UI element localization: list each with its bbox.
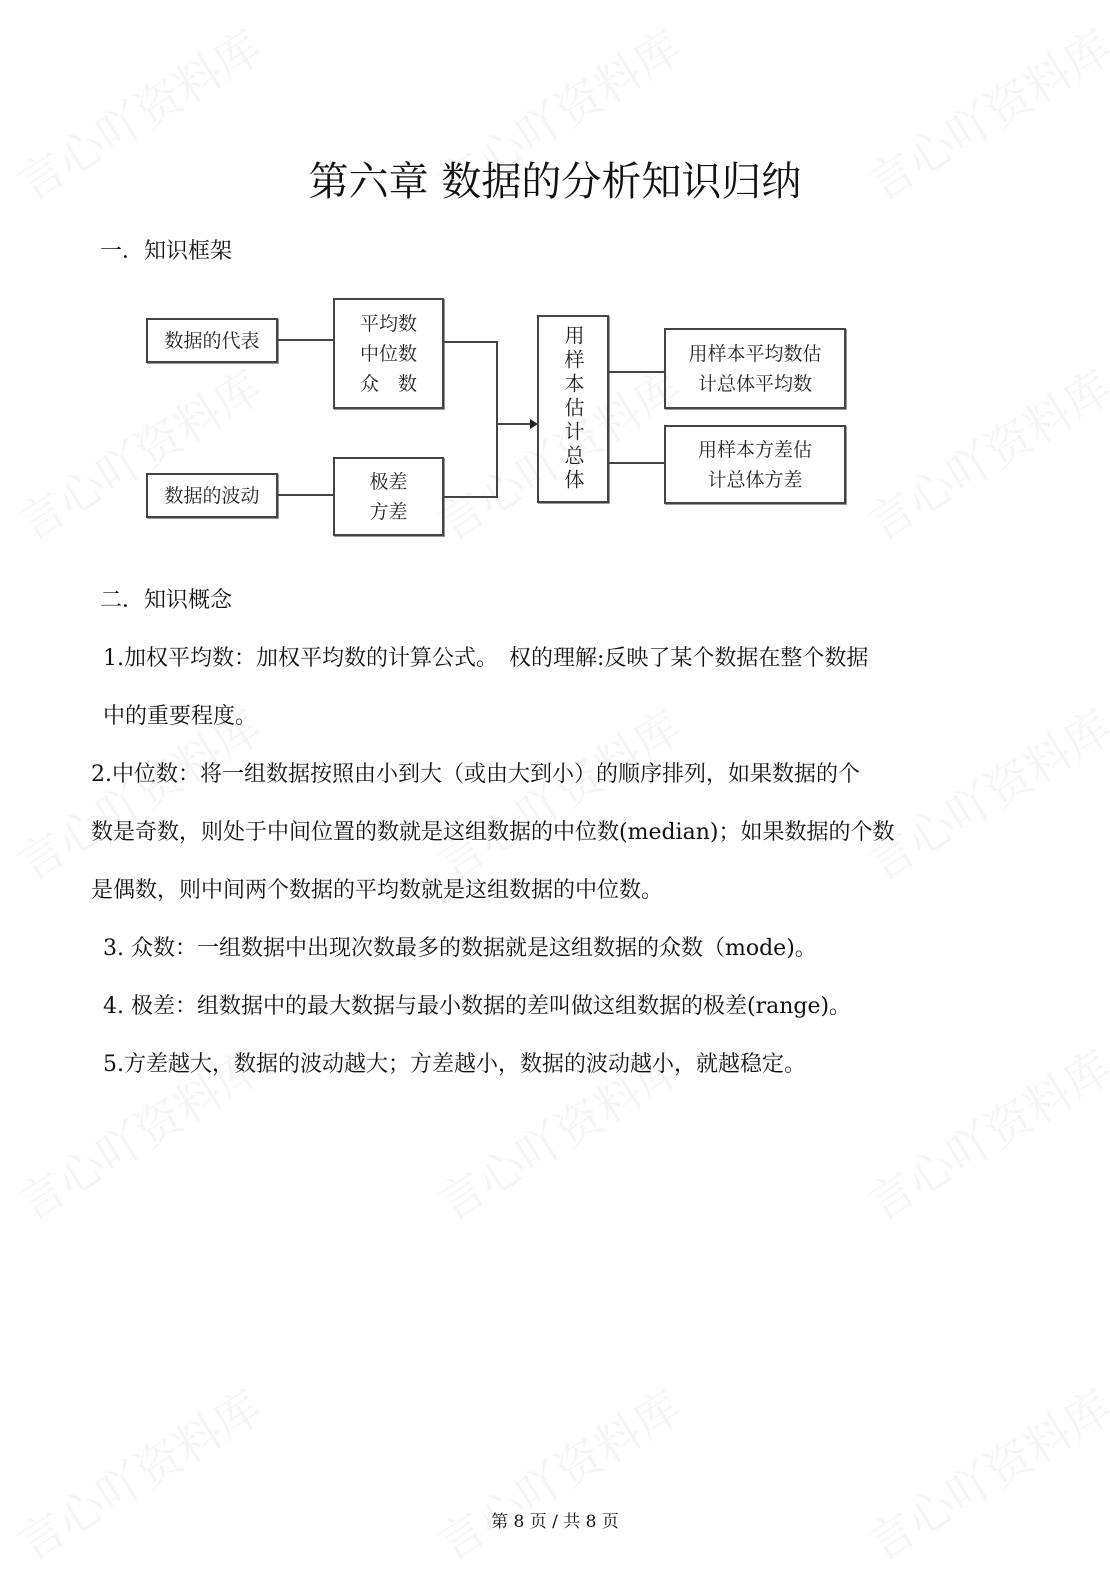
connector [609, 371, 664, 373]
box-estimate-mean [664, 328, 846, 409]
connector [496, 423, 532, 425]
text-line: 计总体平均数 [697, 372, 812, 395]
concept-line: 1.加权平均数：加权平均数的计算公式。 权的理解:反映了某个数据在整个数据 [103, 646, 869, 671]
concept-line: 4. 极差：组数据中的最大数据与最小数据的差叫做这组数据的极差(range)。 [103, 994, 852, 1019]
watermark [853, 1372, 1110, 1574]
box-estimate-variance [664, 425, 846, 504]
connector [609, 462, 664, 464]
page-title: 第六章 数据的分析知识归纳 [308, 159, 802, 205]
text-line: 计总体方差 [707, 468, 803, 491]
watermark [3, 1372, 272, 1574]
box-sample-estimate: 用样本估计总体 [537, 315, 609, 503]
concept-line: 数是奇数，则处于中间位置的数就是这组数据的中位数(median)；如果数据的个数 [91, 820, 895, 845]
concept-line: 2.中位数：将一组数据按照由小到大（或由大到小）的顺序排列，如果数据的个 [91, 762, 860, 787]
text-line: 用样本方差估 [697, 438, 812, 461]
watermark [423, 692, 692, 894]
concept-line: 3. 众数：一组数据中出现次数最多的数据就是这组数据的众数（mode)。 [103, 936, 817, 961]
item-range: 极差 [369, 470, 408, 493]
item-median: 中位数 [359, 342, 417, 365]
section-heading-concepts: 二．知识概念 [100, 588, 233, 613]
watermark [853, 692, 1110, 894]
connector [496, 341, 498, 498]
watermark [853, 1032, 1110, 1234]
box-data-fluctuation: 数据的波动 [146, 473, 278, 518]
concept-line: 是偶数，则中间两个数据的平均数就是这组数据的中位数。 [91, 878, 664, 903]
text-line: 用样本平均数估 [688, 342, 822, 365]
page-footer: 第 8 页 / 共 8 页 [491, 1512, 619, 1532]
box-data-representative: 数据的代表 [146, 318, 278, 363]
item-mean: 平均数 [359, 312, 417, 335]
connector [278, 494, 333, 496]
box-averages [333, 298, 444, 409]
connector [444, 341, 498, 343]
item-mode: 众 数 [359, 372, 417, 395]
section-heading-framework: 一．知识框架 [100, 239, 233, 264]
watermark [853, 352, 1110, 554]
item-variance: 方差 [369, 500, 408, 523]
concept-line: 中的重要程度。 [103, 704, 258, 729]
connector [444, 496, 498, 498]
watermark [423, 1372, 692, 1574]
box-dispersion [333, 457, 444, 536]
concept-line: 5.方差越大，数据的波动越大；方差越小，数据的波动越小，就越稳定。 [103, 1052, 806, 1077]
arrow-icon [530, 419, 538, 429]
connector [278, 339, 333, 341]
watermark [3, 352, 272, 554]
